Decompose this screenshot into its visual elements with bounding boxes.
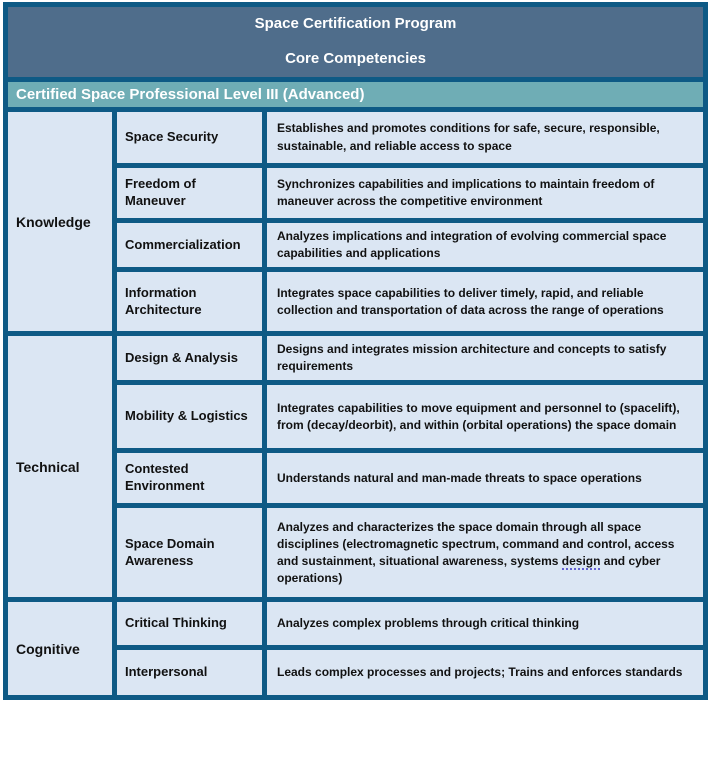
level-banner: Certified Space Professional Level III (Advanced)	[6, 80, 706, 110]
page-title: Space Certification Program	[254, 15, 457, 32]
competency-cell: Mobility & Logistics	[115, 383, 265, 451]
description-cell: Understands natural and man-made threats to space operations	[265, 451, 706, 506]
description-cell: Synchronizes capabilities and implications to maintain freedom of maneuver across the competitive environment	[265, 166, 706, 221]
category-cell-knowledge: Knowledge	[6, 110, 115, 334]
spellcheck-underline: design	[561, 553, 601, 568]
description-cell: Integrates space capabilities to deliver timely, rapid, and reliable collection and transportation of data across the range of operations	[265, 270, 706, 334]
competency-cell: Contested Environment	[115, 451, 265, 506]
competency-cell: Freedom of Maneuver	[115, 166, 265, 221]
description-cell: Integrates capabilities to move equipment and personnel to (spacelift), from (decay/deorbit), and within (orbital operations) the space domain	[265, 383, 706, 451]
category-cell-technical: Technical	[6, 334, 115, 600]
competency-table	[3, 2, 708, 700]
description-cell: Leads complex processes and projects; Trains and enforces standards	[265, 648, 706, 698]
competency-cell: Critical Thinking	[115, 600, 265, 648]
competency-cell: Space Security	[115, 110, 265, 166]
description-cell: Designs and integrates mission architecture and concepts to satisfy requirements	[265, 334, 706, 383]
description-cell: Establishes and promotes conditions for safe, secure, responsible, sustainable, and reliable access to space	[265, 110, 706, 166]
competency-cell: Space Domain Awareness	[115, 506, 265, 600]
competency-cell: Information Architecture	[115, 270, 265, 334]
page-header	[6, 5, 706, 80]
description-cell: Analyzes implications and integration of evolving commercial space capabilities and applications	[265, 221, 706, 270]
competency-cell: Design & Analysis	[115, 334, 265, 383]
page-subtitle-heading: Core Competencies	[285, 50, 426, 67]
competency-cell: Commercialization	[115, 221, 265, 270]
category-cell-cognitive: Cognitive	[6, 600, 115, 698]
competency-cell: Interpersonal	[115, 648, 265, 698]
description-cell: Analyzes and characterizes the space domain through all space disciplines (electromagnetic spectrum, command and control, access and sustainment, situational awareness, systems design and cyber operations)	[265, 506, 706, 600]
description-cell: Analyzes complex problems through critical thinking	[265, 600, 706, 648]
